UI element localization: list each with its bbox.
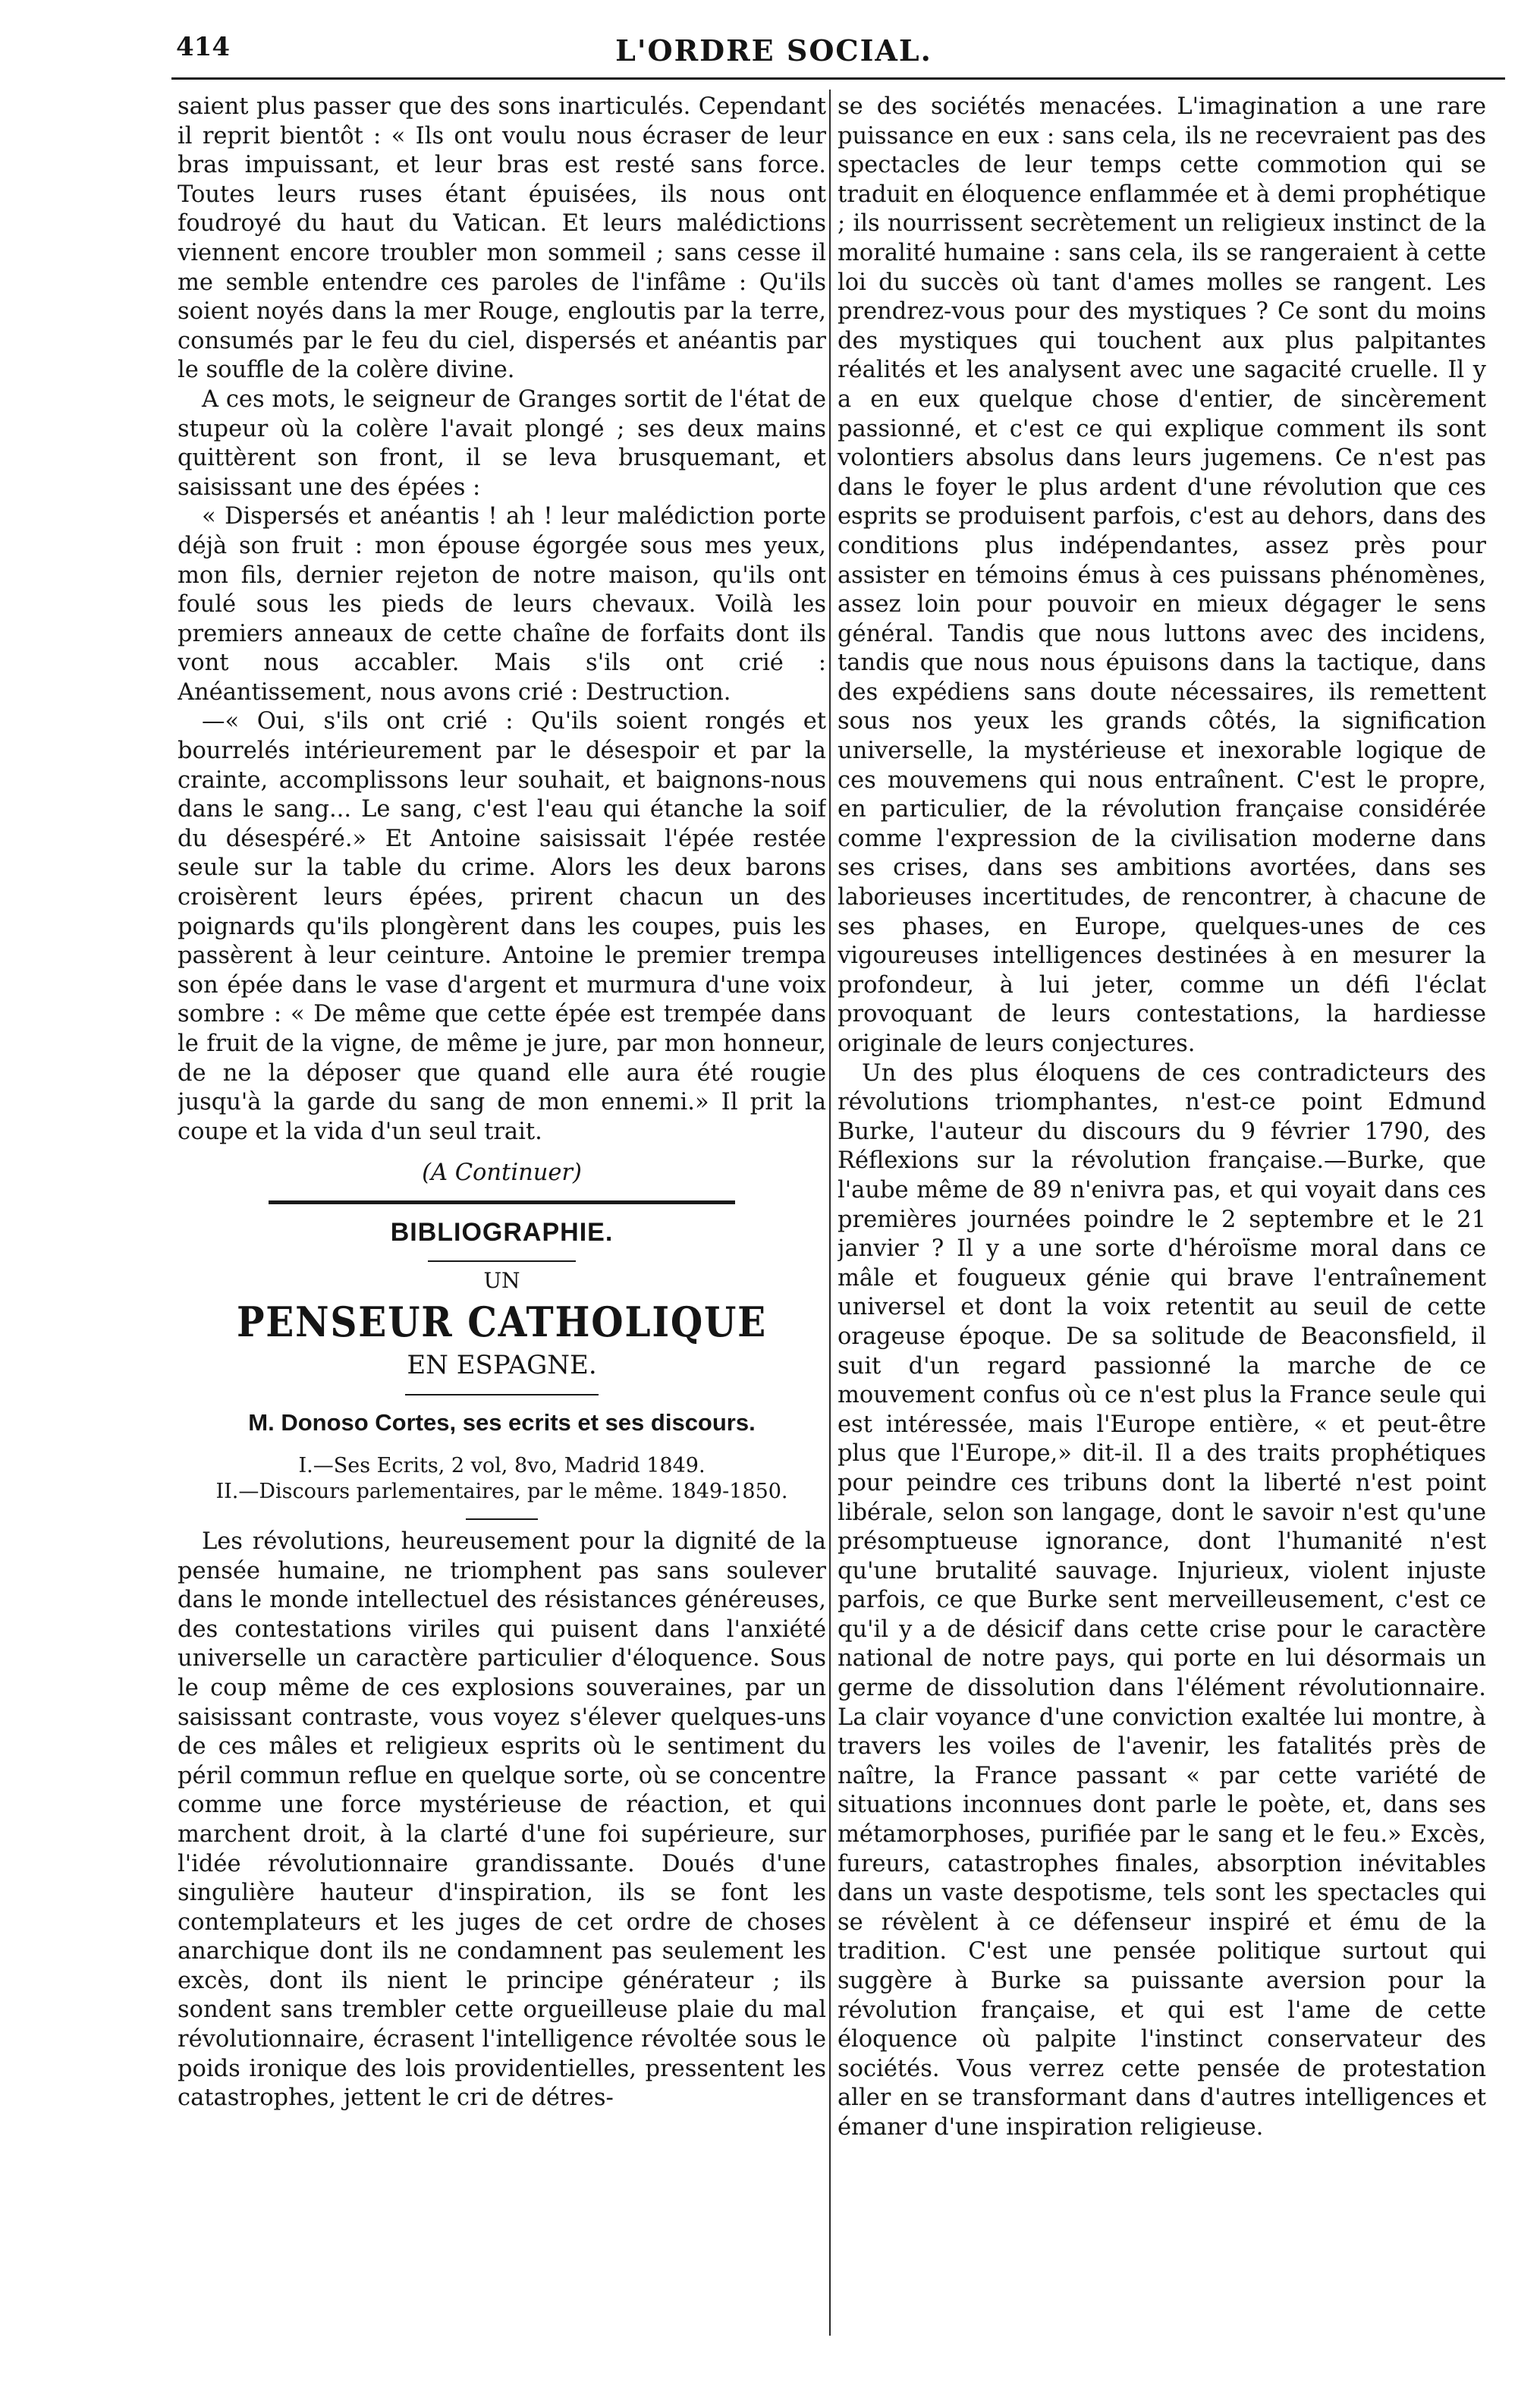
subtitle-rule: [405, 1394, 599, 1395]
left-paragraph-4: —« Oui, s'ils ont crié : Qu'ils soient rongés et bourrelés intérieurement par le désespoir et par la crainte, accomplissons leur souhait, et baignons-nous dans le sang... Le sang, c'est l'eau qui étanche la soif du désespéré.» Et Antoine saisissait l'épée restée seule sur la table du crime. Alors les deux barons croisèrent leurs épées, prirent chacun un des poignards qu'ils plongèrent dans les coupes, puis les passèrent à leur ceinture. Antoine le premier trempa son épée dans le vase d'argent et murmura d'une voix sombre : « De même que cette épée est trempée dans le fruit de la vigne, de même je jure, par mon honneur, de ne la déposer que quand elle aura été rougie jusqu'à la garde du sang de mon ennemi.» Il prit la coupe et la vida d'un seul trait.: [178, 708, 826, 1145]
article-author-line: M. Donoso Cortes, ses ecrits et ses discours.: [248, 1408, 756, 1436]
right-paragraph-1: se des sociétés menacées. L'imagination a une rare puissance en eux : sans cela, ils ne recevraient pas des spectacles de leur temps cette commotion qui se traduit en éloquence enflammée et à demi prophétique ; ils nourrissent secrètement un religieux instinct de la moralité humaine : sans cela, ils se rangeraient à cette loi du succès où tant d'ames molles se rangent. Les prendrez-vous pour des mystiques ? Ce sont du moins des mystiques qui touchent aux plus palpitantes réalités et les analysent avec une sagacité cruelle. Il y a en eux quelque chose d'entier, de sincèrement passionné, et c'est ce qui explique comment ils sont volontiers absolus dans leurs jugemens. Ce n'est pas dans le foyer le plus ardent d'une révolution que ces esprits se produisent parfois, c'est au dehors, dans des conditions plus indépendantes, assez près pour assister en témoins émus à ces puissans phénomènes, assez loin pour pouvoir en mieux dégager le sens général. Tandis que nous luttons avec des incidens, tandis que nous nous épuisons dans la tactique, dans des expédiens sans doute nécessaires, ils remettent sous nos yeux les grands côtés, la signification universelle, la mystérieuse et inexorable logique de ces mouvemens qui nous entraînent. C'est le propre, en particulier, de la révolution française considérée comme l'expression de la civilisation moderne dans ses crises, dans ses ambitions avortées, dans ses laborieuses incertitudes, de rencontrer, à chacune de ses phases, en Europe, quelques-unes de ces vigoureuses intelligences destinées à en mesurer la profondeur, à lui jeter, comme un défi l'éclat provoquant de leurs contestations, la hardiesse originale de leurs conjectures.: [838, 93, 1486, 1057]
article-subtitle: EN ESPAGNE.: [407, 1349, 597, 1380]
heading-underline: [428, 1260, 576, 1262]
left-paragraph-2: A ces mots, le seigneur de Granges sortit de l'état de stupeur où la colère l'avait plongé ; ses deux mains quittèrent son front, il se leva brusquemant, et saisissant une des épées :: [178, 385, 826, 501]
works-list: [178, 1453, 826, 1505]
right-column: [838, 93, 1486, 2339]
section-heading: BIBLIOGRAPHIE.: [390, 1217, 614, 1247]
column-divider: [829, 90, 831, 2336]
works-divider: [466, 1518, 538, 1520]
work-item: I.—Ses Ecrits, 2 vol, 8vo, Madrid 1849.: [298, 1453, 706, 1477]
to-continue-note: (A Continuer): [422, 1159, 582, 1187]
left-column: [178, 93, 826, 2339]
page-header: [0, 0, 1540, 99]
section-rule: [269, 1200, 735, 1204]
right-paragraph-2: Un des plus éloquens de ces contradicteurs des révolutions triomphantes, n'est-ce point Edmund Burke, l'auteur du discours du 9 février 1790, des Réflexions sur la révolution française.—Burke, que l'aube même de 89 n'enivra pas, et qui voyait dans ces premières journées poindre le 2 septembre et le 21 janvier ? Il y a une sorte d'héroïsme moral dans ce mâle et fougueux génie qui brave l'entraînement universel et dont la voix retentit au seuil de cette orageuse époque. De sa solitude de Beaconsfield, il suit d'un regard passionné la marche de ce mouvement confus où ce n'est plus la France seule qui est intéressée, mais l'Europe entière, « et peut-être plus que l'Europe,» dit-il. Il a des traits prophétiques pour peindre ces tribuns dont la liberté n'est point libérale, selon son langage, dont le savoir n'est qu'une présomptueuse ignorance, dont l'humanité n'est qu'une brutalité sauvage. Injurieux, violent injuste parfois, ce que Burke sent merveilleusement, c'est ce qu'il y a de désicif dans cette crise pour le caractère national de notre pays, qui porte en lui désormais un germe de dissolution dans l'élément révolutionnaire. La clair voyance d'une conviction exaltée lui montre, à travers les voiles de l'avenir, les fatalités près de naître, la France passant « par cette variété de situations inconnues dont parle le poète, et, dans ses métamorphoses, purifiée par le sang et le feu.» Excès, fureurs, catastrophes finales, absorption inévitables dans un vaste despotisme, tels sont les spectacles qui se révèlent à ce défenseur inspiré et ému de la tradition. C'est une pensée politique surtout qui suggère à Burke sa puissante aversion pour la révolution française, et qui est l'ame de cette éloquence où palpite l'instinct conservateur des sociétés. Vous verrez cette pensée de protestation aller en se transformant dans d'autres intelligences et émaner d'une inspiration religieuse.: [838, 1059, 1486, 2141]
left-paragraph-1: saient plus passer que des sons inarticulés. Cependant il reprit bientôt : « Ils ont voulu nous écraser de leur bras impuissant, et leur bras est resté sans force. Toutes leurs ruses étant épuisées, ils nous ont foudroyé du haut du Vatican. Et leurs malédictions viennent encore troubler mon sommeil ; sans cesse il me semble entendre ces paroles de l'infâme : Qu'ils soient noyés dans la mer Rouge, engloutis par la terre, consumés par le feu du ciel, dispersés et anéantis par le souffle de la colère divine.: [178, 93, 826, 384]
page-number: 414: [176, 32, 230, 62]
article-main-title: PENSEUR CATHOLIQUE: [236, 1297, 768, 1346]
article-body-paragraph-1: Les révolutions, heureusement pour la dignité de la pensée humaine, ne triomphent pas sans soulever dans le monde intellectuel des résistances généreuses, des contestations viriles qui puisent dans l'anxiété universelle un caractère particulier d'éloquence. Sous le coup même de ces explosions souveraines, par un saisissant contraste, vous voyez s'élever quelques-uns de ces mâles et religieux esprits où le sentiment du péril commun reflue en quelque sorte, où se concentre comme une force mystérieuse de réaction, et qui marchent droit, à la clarté d'une foi supérieure, sur l'idée révolutionnaire grandissante. Doués d'une singulière hauteur d'inspiration, ils se font les contemplateurs et les juges de cet ordre de choses anarchique dont ils ne condamnent pas seulement les excès, dont ils nient le principe générateur ; ils sondent sans trembler cette orgueilleuse plaie du mal révolutionnaire, écrasent l'intelligence révoltée sous le poids ironique des lois providentielles, pressentent les catastrophes, jettent le cri de détres-: [178, 1528, 826, 2112]
left-paragraph-3: « Dispersés et anéantis ! ah ! leur malédiction porte déjà son fruit : mon épouse égorgée sous mes yeux, mon fils, dernier rejeton de notre maison, qu'ils ont foulé sous les pieds de leurs chevaux. Voilà les premiers anneaux de cette chaîne de forfaits dont ils vont nous accabler. Mais s'ils ont crié : Anéantissement, nous avons crié : Destruction.: [178, 503, 826, 706]
work-item: II.—Discours parlementaires, par le même. 1849-1850.: [215, 1479, 788, 1503]
header-rule: [171, 77, 1505, 80]
running-title: L'ORDRE SOCIAL.: [615, 33, 932, 68]
article-pre-title: UN: [483, 1267, 520, 1293]
